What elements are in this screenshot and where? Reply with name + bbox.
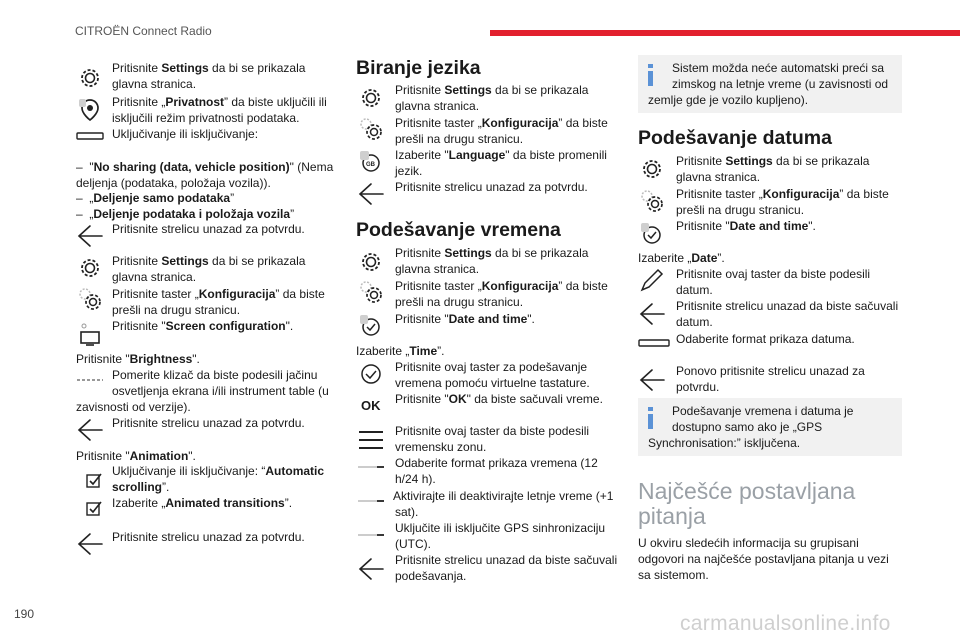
text-line: prešli na drugu stranicu. — [676, 203, 805, 217]
info-icon — [648, 64, 653, 86]
toggle-switch-icon — [357, 530, 385, 540]
text-line: prešli na drugu stranicu. — [395, 295, 524, 309]
checkbox-icon — [86, 472, 102, 488]
text-line: Pritisnite Settings da bi se prikazala — [395, 246, 589, 260]
text-line: Izaberite „Time”. — [356, 344, 445, 358]
text-line: Pritisnite strelicu unazad da biste sačuvali — [676, 299, 899, 313]
clock-edit-icon — [357, 360, 385, 388]
header-title: CITROËN Connect Radio — [75, 24, 212, 38]
heading-faq-line2: pitanja — [638, 503, 706, 529]
text-line: Aktivirajte ili deaktivirajte letnje vreme (+1 — [393, 489, 614, 503]
text-line: datum. — [676, 283, 713, 297]
text-line: Pritisnite "OK" da biste sačuvali vreme. — [395, 392, 603, 406]
text-line: Pritisnite strelicu unazad za potvrdu. — [112, 530, 305, 544]
svg-text:GB: GB — [366, 162, 375, 168]
toggle-bar-icon — [76, 128, 104, 144]
text-line: Pritisnite Settings da bi se prikazala — [112, 61, 306, 75]
text-line: prešli na drugu stranicu. — [112, 303, 241, 317]
text-line: Pritisnite Settings da bi se prikazala — [395, 83, 589, 97]
text-line: Izaberite „Date”. — [638, 251, 725, 265]
configuration-icon — [357, 115, 385, 143]
text-line: Sistem možda neće automatski preći sa — [672, 61, 885, 75]
text-line: isključili režim privatnosti podataka. — [112, 111, 300, 125]
settings-icon — [76, 254, 104, 282]
text-line: jezik. — [395, 164, 423, 178]
configuration-icon — [638, 187, 666, 215]
text-line: Odaberite format prikaza vremena (12 — [395, 456, 598, 470]
text-line: sa sistemom. — [638, 568, 709, 582]
text-line: vremensku zonu. — [395, 440, 487, 454]
text-line: – „Deljenje samo podataka” — [76, 191, 235, 205]
privacy-icon — [76, 96, 104, 124]
date-time-icon — [357, 312, 385, 340]
back-arrow-icon — [638, 366, 666, 394]
text-line: deljenja (podataka, položaja vozila)). — [76, 176, 271, 190]
text-line: Pritisnite taster „Konfiguracija” da biste — [676, 187, 889, 201]
text-line: Pritisnite taster „Konfiguracija” da biste — [395, 116, 608, 130]
text-line: vremena pomoću virtuelne tastature. — [395, 376, 590, 390]
text-line: h/24 h). — [395, 472, 436, 486]
back-arrow-icon — [357, 555, 385, 583]
text-line: podešavanja. — [395, 569, 467, 583]
text-line: Pritisnite strelicu unazad za potvrdu. — [395, 180, 588, 194]
text-line: Izaberite „Animated transitions”. — [112, 496, 293, 510]
text-line: Pritisnite „Privatnost” da biste uključili ili — [112, 95, 327, 109]
text-line: Uključivanje ili isključivanje: “Automatic — [112, 464, 325, 478]
text-line: Pritisnite strelicu unazad za potvrdu. — [112, 222, 305, 236]
configuration-icon — [357, 278, 385, 306]
text-line: zemlje gde je vozilo kupljeno). — [648, 93, 809, 107]
text-line: osvetljenja ekrana i/ili instrument table (u — [112, 384, 329, 398]
text-line: Ponovo pritisnite strelicu unazad za — [676, 364, 865, 378]
format-bar-icon — [638, 336, 670, 350]
text-line: glavna stranica. — [676, 170, 761, 184]
settings-icon — [357, 248, 385, 276]
screen-brightness-icon — [76, 320, 104, 348]
back-arrow-icon — [638, 300, 666, 328]
text-line: Pritisnite "Date and time". — [676, 219, 816, 233]
text-line: Izaberite "Language" da biste promenili — [395, 148, 607, 162]
ok-label: OK — [361, 398, 381, 413]
watermark: carmanualsonline.info — [680, 612, 891, 635]
settings-icon — [638, 155, 666, 183]
text-line: Pomerite klizač da biste podesili jačinu — [112, 368, 318, 382]
text-line: Pritisnite taster „Konfiguracija” da biste — [395, 279, 608, 293]
heading-language: Biranje jezika — [356, 57, 481, 79]
text-line: – "No sharing (data, vehicle position)" (Nema — [76, 160, 334, 174]
text-line: zimskog na letnje vreme (u zavisnosti od — [672, 77, 889, 91]
text-line: dostupno samo ako je „GPS — [672, 420, 823, 434]
text-line: (UTC). — [395, 537, 431, 551]
settings-icon — [76, 64, 104, 92]
text-line: Pritisnite "Brightness". — [76, 352, 200, 366]
text-line: Pritisnite taster „Konfiguracija” da biste — [112, 287, 325, 301]
text-line: Pritisnite "Animation". — [76, 449, 196, 463]
text-line: Odaberite format prikaza datuma. — [676, 332, 855, 346]
text-line: – „Deljenje podataka i položaja vozila” — [76, 207, 295, 221]
text-line: odgovori na najčešće postavljana pitanja u vezi — [638, 552, 889, 566]
text-line: zavisnosti od verzije). — [76, 400, 191, 414]
settings-icon — [357, 84, 385, 112]
text-line: sat). — [395, 505, 419, 519]
date-time-icon — [638, 220, 666, 248]
heading-date: Podešavanje datuma — [638, 127, 832, 149]
back-arrow-icon — [76, 530, 104, 558]
text-line: Pritisnite ovaj taster da biste podesili — [395, 424, 590, 438]
text-line: Pritisnite Settings da bi se prikazala — [676, 154, 870, 168]
text-line: Podešavanje vremena i datuma je — [672, 404, 854, 418]
text-line: glavna stranica. — [395, 99, 480, 113]
text-line: scrolling”. — [112, 480, 170, 494]
checkbox-icon — [86, 500, 102, 516]
language-icon — [357, 148, 385, 176]
text-line: datum. — [676, 315, 713, 329]
text-line: Pritisnite "Screen configuration". — [112, 319, 294, 333]
heading-time: Podešavanje vremena — [356, 219, 561, 241]
text-line: Synchronisation:” isključena. — [648, 436, 801, 450]
back-arrow-icon — [76, 222, 104, 250]
heading-faq: Najčešće postavljana — [638, 478, 856, 504]
text-line: Uključite ili isključite GPS sinhronizaciju — [395, 521, 606, 535]
timezone-list-icon — [357, 426, 385, 454]
back-arrow-icon — [76, 416, 104, 444]
configuration-icon — [76, 285, 104, 313]
info-icon — [648, 407, 653, 429]
pencil-icon — [638, 266, 666, 294]
text-line: Pritisnite ovaj taster da biste podesili — [676, 267, 871, 281]
text-line: Uključivanje ili isključivanje: — [112, 127, 259, 141]
text-line: prešli na drugu stranicu. — [395, 132, 524, 146]
text-line: potvrdu. — [676, 380, 720, 394]
text-line: Pritisnite Settings da bi se prikazala — [112, 254, 306, 268]
header-red-bar — [490, 30, 960, 36]
toggle-switch-icon — [357, 496, 385, 506]
slider-icon — [76, 374, 104, 386]
text-line: glavna stranica. — [112, 77, 197, 91]
back-arrow-icon — [357, 180, 385, 208]
text-line: Pritisnite "Date and time". — [395, 312, 535, 326]
text-line: Pritisnite strelicu unazad za potvrdu. — [112, 416, 305, 430]
text-line: glavna stranica. — [112, 270, 197, 284]
text-line: Pritisnite strelicu unazad da biste sačuvali — [395, 553, 618, 567]
text-line: U okviru sledećih informacija su grupisani — [638, 536, 859, 550]
page-number: 190 — [14, 607, 35, 621]
text-line: glavna stranica. — [395, 262, 480, 276]
toggle-switch-icon — [357, 462, 385, 472]
text-line: Pritisnite ovaj taster za podešavanje — [395, 360, 588, 374]
